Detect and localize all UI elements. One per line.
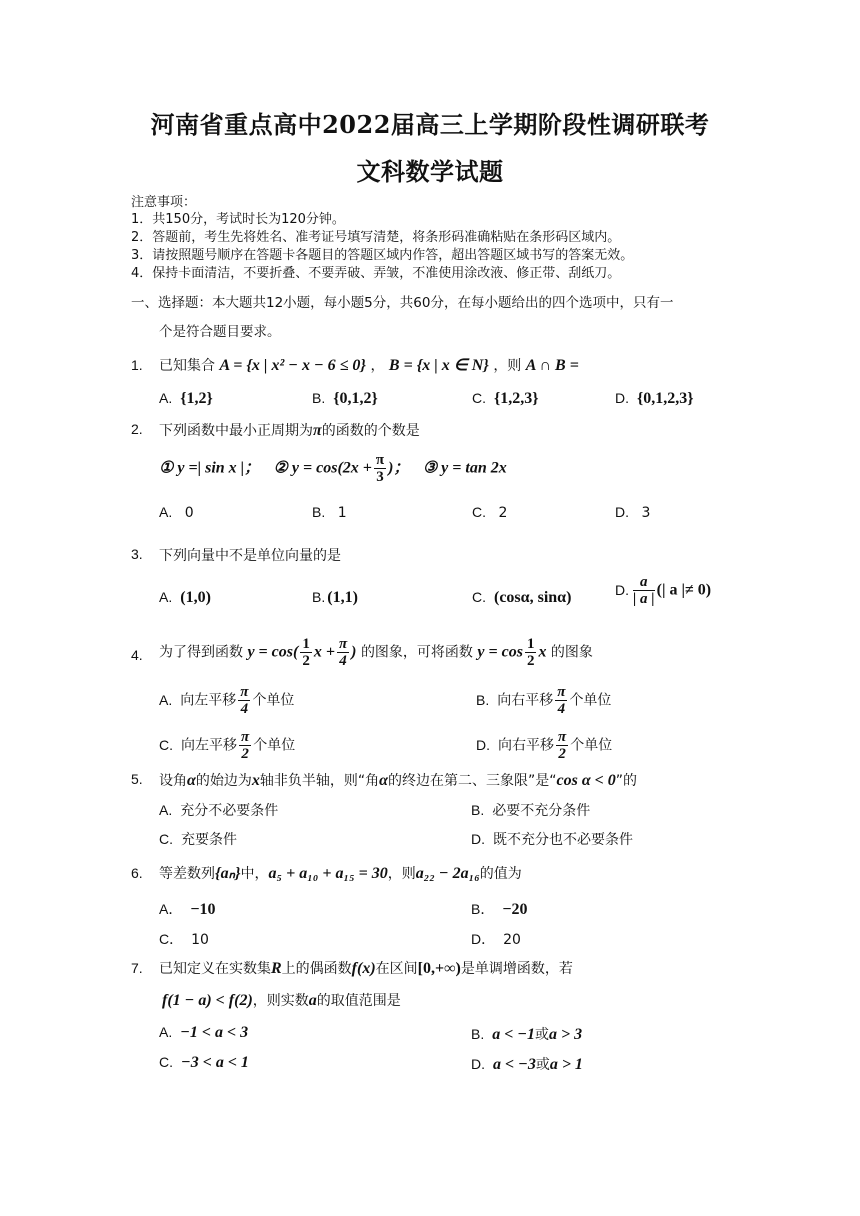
q2-option-d[interactable]: D. 3 [615, 504, 651, 521]
q5-number: 5. [131, 771, 143, 787]
q7-option-a[interactable]: A. −1 < a < 3 [159, 1024, 249, 1041]
q2-functions: ① y =| sin x |； ② y = cos(2x + $\frac{\pi}{3}$ )； ③ y = tan 2x [159, 452, 507, 485]
notice-heading: 注意事项： [131, 195, 197, 210]
q7-number: 7. [131, 960, 143, 976]
q1-option-a[interactable]: A. {1,2} [159, 390, 213, 407]
q3-option-c[interactable]: C. (cosα, sinα) [472, 589, 572, 606]
q2-function-3: ③ y = tan 2x [422, 459, 507, 477]
q2-fraction: $\frac{\pi}{3}$ [375, 452, 385, 485]
q2-option-b[interactable]: B. 1 [312, 504, 347, 521]
q2-option-c[interactable]: C. 2 [472, 504, 508, 521]
q4-option-d[interactable]: D. 向右平移 $\frac{\pi}{2}$ 个单位 [476, 729, 613, 762]
q4-option-b[interactable]: B. 向右平移 $\frac{\pi}{4}$ 个单位 [476, 684, 612, 717]
q4-option-c[interactable]: C. 向左平移 $\frac{\pi}{2}$ 个单位 [159, 729, 296, 762]
q2-stem: 下列函数中最小正周期为π的函数的个数是 [159, 422, 420, 439]
q5-option-c[interactable]: C. 充要条件 [159, 831, 237, 848]
q3-option-a[interactable]: A. (1,0) [159, 589, 211, 606]
q7-option-b[interactable]: B. a < −1或a > 3 [471, 1026, 583, 1043]
q6-option-c[interactable]: C． 10 [159, 931, 209, 948]
q2-function-1: ① y =| sin x |； [159, 459, 261, 477]
notice-item-2: 2．答题前，考生先将姓名、准考证号填写清楚，将条形码准确粘贴在条形码区域内。 [131, 230, 621, 245]
q6-option-a[interactable]: A． −10 [159, 901, 216, 918]
exam-title: 河南省重点高中2022届高三上学期阶段性调研联考 [150, 110, 710, 139]
q7-option-d[interactable]: D. a < −3或a > 1 [471, 1056, 583, 1073]
q5-option-d[interactable]: D. 既不充分也不必要条件 [471, 831, 633, 848]
q3-stem: 下列向量中不是单位向量的是 [159, 548, 341, 564]
q7-stem: 已知定义在实数集R上的偶函数f(x)在区间[0,+∞)是单调增函数，若 [159, 960, 573, 977]
exam-subtitle: 文科数学试题 [356, 157, 504, 186]
q4-option-a[interactable]: A. 向左平移 $\frac{\pi}{4}$ 个单位 [159, 684, 295, 717]
q1-option-d[interactable]: D. {0,1,2,3} [615, 390, 694, 407]
q4-number: 4. [131, 647, 143, 663]
q5-stem: 设角α的始边为x轴非负半轴，则“角α的终边在第二、三象限”是“cos α < 0”的 [159, 772, 638, 789]
q3-option-d[interactable]: D. $\frac{a}{| a |}$ (| a |≠ 0) [615, 574, 712, 607]
section-heading: 一、选择题：本大题共12小题，每小题5分，共60分，在每小题给出的四个选项中，只有一 [131, 295, 674, 311]
q5-option-b[interactable]: B. 必要不充分条件 [471, 802, 591, 819]
q7-stem-cont: f(1 − a) < f(2)，则实数a的取值范围是 [162, 992, 401, 1009]
notice-item-1: 1．共150分，考试时长为120分钟。 [131, 212, 345, 227]
q6-option-b[interactable]: B． −20 [471, 901, 528, 918]
q6-option-d[interactable]: D． 20 [471, 931, 521, 948]
q1-option-c[interactable]: C. {1,2,3} [472, 390, 539, 407]
q3-option-b[interactable]: B. (1,1) [312, 589, 358, 606]
notice-item-4: 4．保持卡面清洁，不要折叠、不要弄破、弄皱，不准使用涂改液、修正带、刮纸刀。 [131, 266, 621, 281]
q1-set-b: B = {x | x ∈ N} [388, 357, 489, 374]
q1-number: 1. [131, 357, 143, 373]
notice-item-3: 3．请按照题号顺序在答题卡各题目的答题区域内作答，超出答题区域书写的答案无效。 [131, 248, 634, 263]
q7-option-c[interactable]: C. −3 < a < 1 [159, 1054, 249, 1071]
q5-option-a[interactable]: A. 充分不必要条件 [159, 802, 279, 819]
q1-stem: 已知集合 A = {x | x² − x − 6 ≤ 0} ， B = {x | x ∈ N} ，则 A ∩ B = [159, 357, 579, 374]
q1-set-a: A = {x | x² − x − 6 ≤ 0} [219, 357, 366, 374]
q6-number: 6. [131, 865, 143, 881]
q1-expr: A ∩ B = [525, 357, 579, 374]
q1-option-b[interactable]: B. {0,1,2} [312, 390, 378, 407]
q2-function-2: ② y = cos(2x + [273, 459, 372, 477]
q3-number: 3. [131, 546, 143, 562]
q6-stem: 等差数列{aₙ}中，a₅ + a₁₀ + a₁₅ = 30，则a₂₂ − 2a₁₆的值为 [159, 865, 522, 882]
q2-option-a[interactable]: A. 0 [159, 504, 194, 521]
q4-stem: 为了得到函数 y = cos( $\frac{1}{2}$ x + $\frac{\pi}{4}$ ) 的图象，可将函数 y = cos $\frac{1}{2}$ x 的图象 [159, 636, 593, 669]
q3-d-fraction: $\frac{a}{| a |}$ [633, 574, 655, 607]
q2-number: 2. [131, 421, 143, 437]
section-heading-cont: 个是符合题目要求。 [159, 324, 281, 340]
